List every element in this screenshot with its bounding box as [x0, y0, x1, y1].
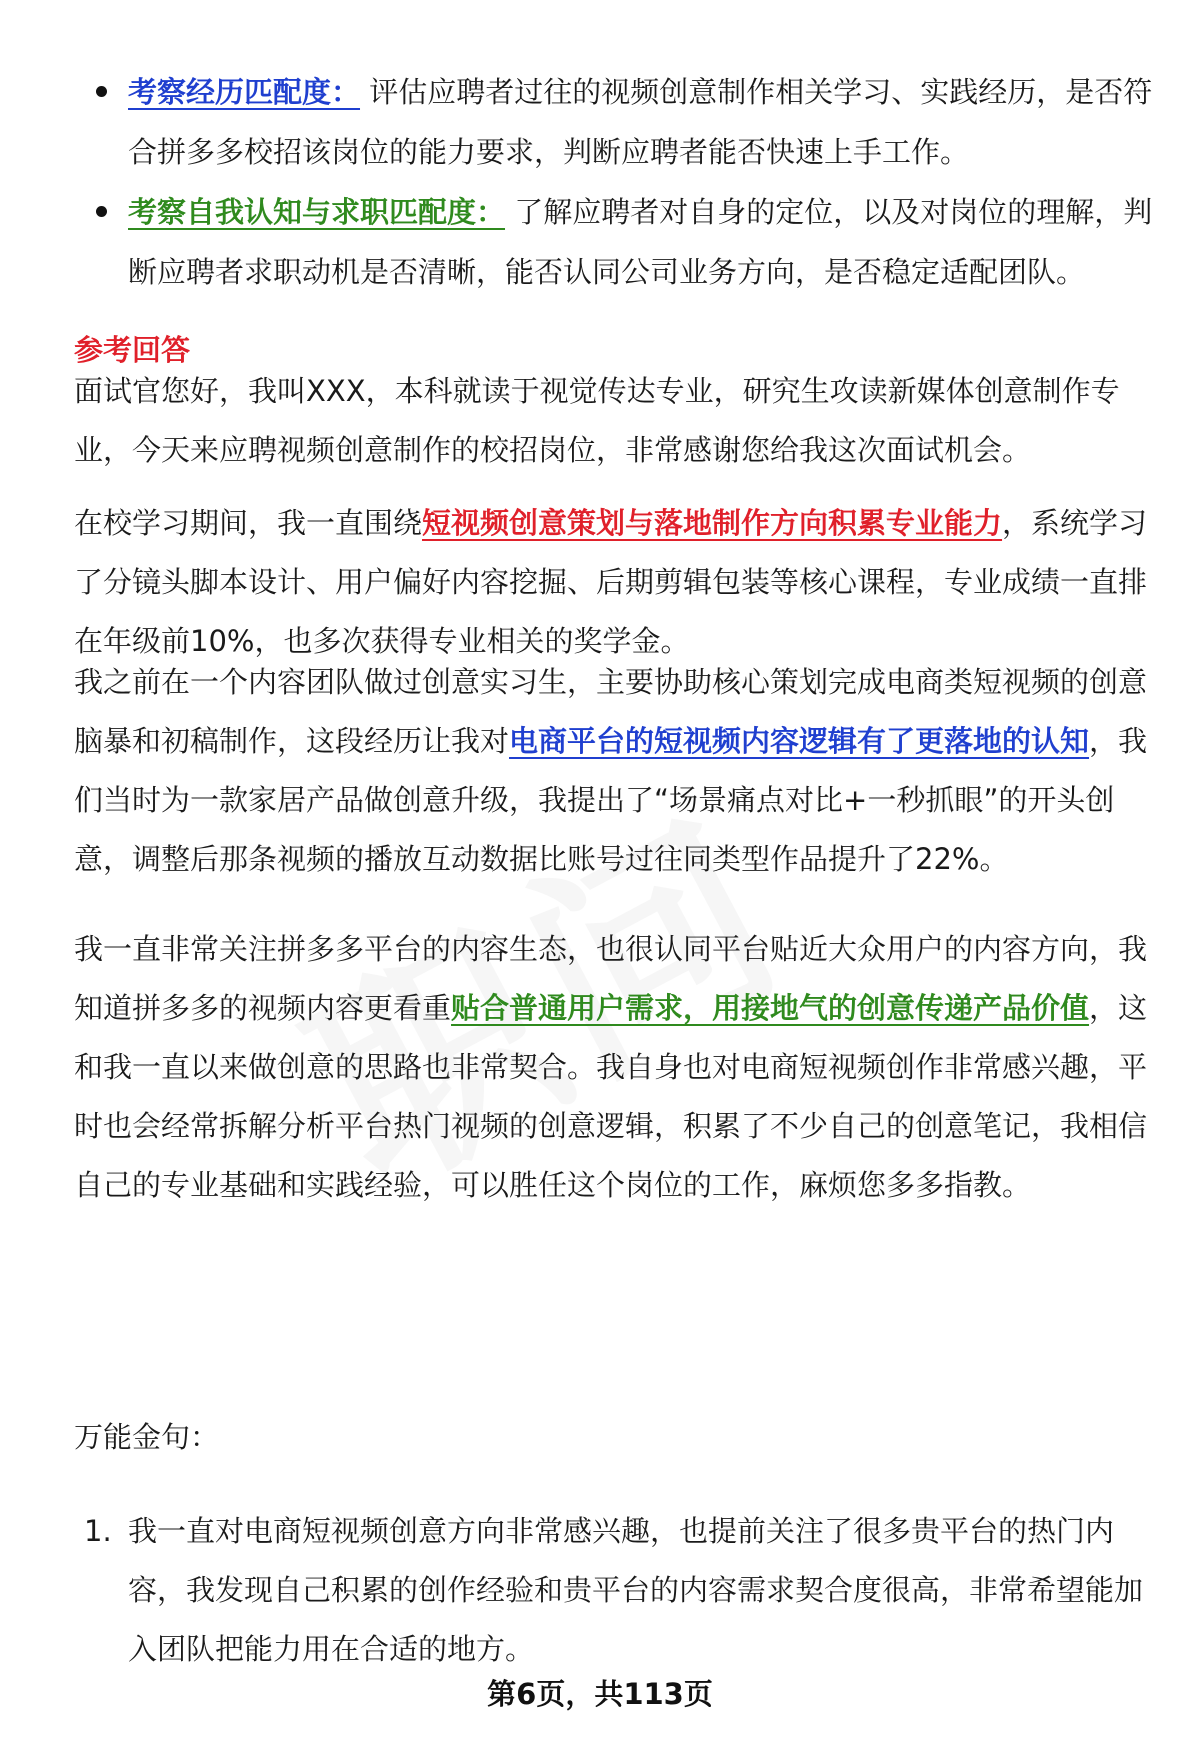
list-text: 我一直对电商短视频创意方向非常感兴趣，也提前关注了很多贵平台的热门内容，我发现自己积累的创作经验和贵平台的内容需求契合度很高，非常希望能加入团队把能力用在合适的地方。	[128, 1514, 1144, 1666]
paragraph-text: ，这和我一直以来做创意的思路也非常契合。我自身也对电商短视频创作非常感兴趣，平时也会经常拆解分析平台热门视频的创意逻辑，积累了不少自己的创意笔记，我相信自己的专业基础和实践经验，可以胜任这个岗位的工作，麻烦您多多指教。	[74, 991, 1148, 1202]
criteria-lead: 考察经历匹配度：	[128, 75, 361, 109]
criteria-lead: 考察自我认知与求职匹配度：	[128, 195, 506, 229]
criteria-list	[96, 62, 1156, 302]
section-title: 参考回答	[74, 333, 191, 367]
paragraph-text: ，我们当时为一款家居产品做创意升级，我提出了“场景痛点对比+一秒抓眼”的开头创意，调整后那条视频的播放互动数据比账号过往同类型作品提升了22%。	[74, 724, 1148, 876]
highlight-text: 电商平台的短视频内容逻辑有了更落地的认知	[509, 724, 1090, 758]
paragraph-text: ，系统学习了分镜头脚本设计、用户偏好内容挖掘、后期剪辑包装等核心课程，专业成绩一直排在年级前10%，也多次获得专业相关的奖学金。	[74, 506, 1148, 658]
paragraph-intro: 面试官您好，我叫XXX，本科就读于视觉传达专业，研究生攻读新媒体创意制作专业，今天来应聘视频创意制作的校招岗位，非常感谢您给我这次面试机会。	[74, 374, 1120, 467]
list-number: 1.	[84, 1514, 112, 1548]
bullet-dot-icon	[96, 86, 107, 97]
paragraph-text: 在校学习期间，我一直围绕	[74, 506, 423, 540]
golden-sentences-title: 万能金句：	[74, 1420, 220, 1454]
criteria-text: 评估应聘者过往的视频创意制作相关学习、实践经历，是否符合拼多多校招该岗位的能力要求，判断应聘者能否快速上手工作。	[128, 75, 1153, 169]
paragraph-internship	[74, 653, 1154, 889]
criteria-text: 了解应聘者对自身的定位，以及对岗位的理解，判断应聘者求职动机是否清晰，能否认同公司业务方向，是否稳定适配团队。	[128, 195, 1153, 289]
paragraph-text: 我一直非常关注拼多多平台的内容生态，也很认同平台贴近大众用户的内容方向，我知道拼多多的视频内容更看重	[74, 932, 1148, 1025]
list-item	[96, 62, 1156, 182]
paragraph-study	[74, 494, 1154, 671]
list-item	[96, 182, 1156, 302]
paragraph-text: 我之前在一个内容团队做过创意实习生，主要协助核心策划完成电商类短视频的创意脑暴和初稿制作，这段经历让我对	[74, 665, 1148, 758]
list-item	[84, 1502, 1154, 1679]
paragraph-motivation	[74, 920, 1154, 1215]
highlight-text: 短视频创意策划与落地制作方向积累专业能力	[422, 506, 1003, 540]
golden-sentences-list	[84, 1502, 1154, 1679]
bullet-dot-icon	[96, 206, 107, 217]
highlight-text: 贴合普通用户需求，用接地气的创意传递产品价值	[451, 991, 1090, 1025]
page-number: 第6页，共113页	[487, 1677, 713, 1711]
